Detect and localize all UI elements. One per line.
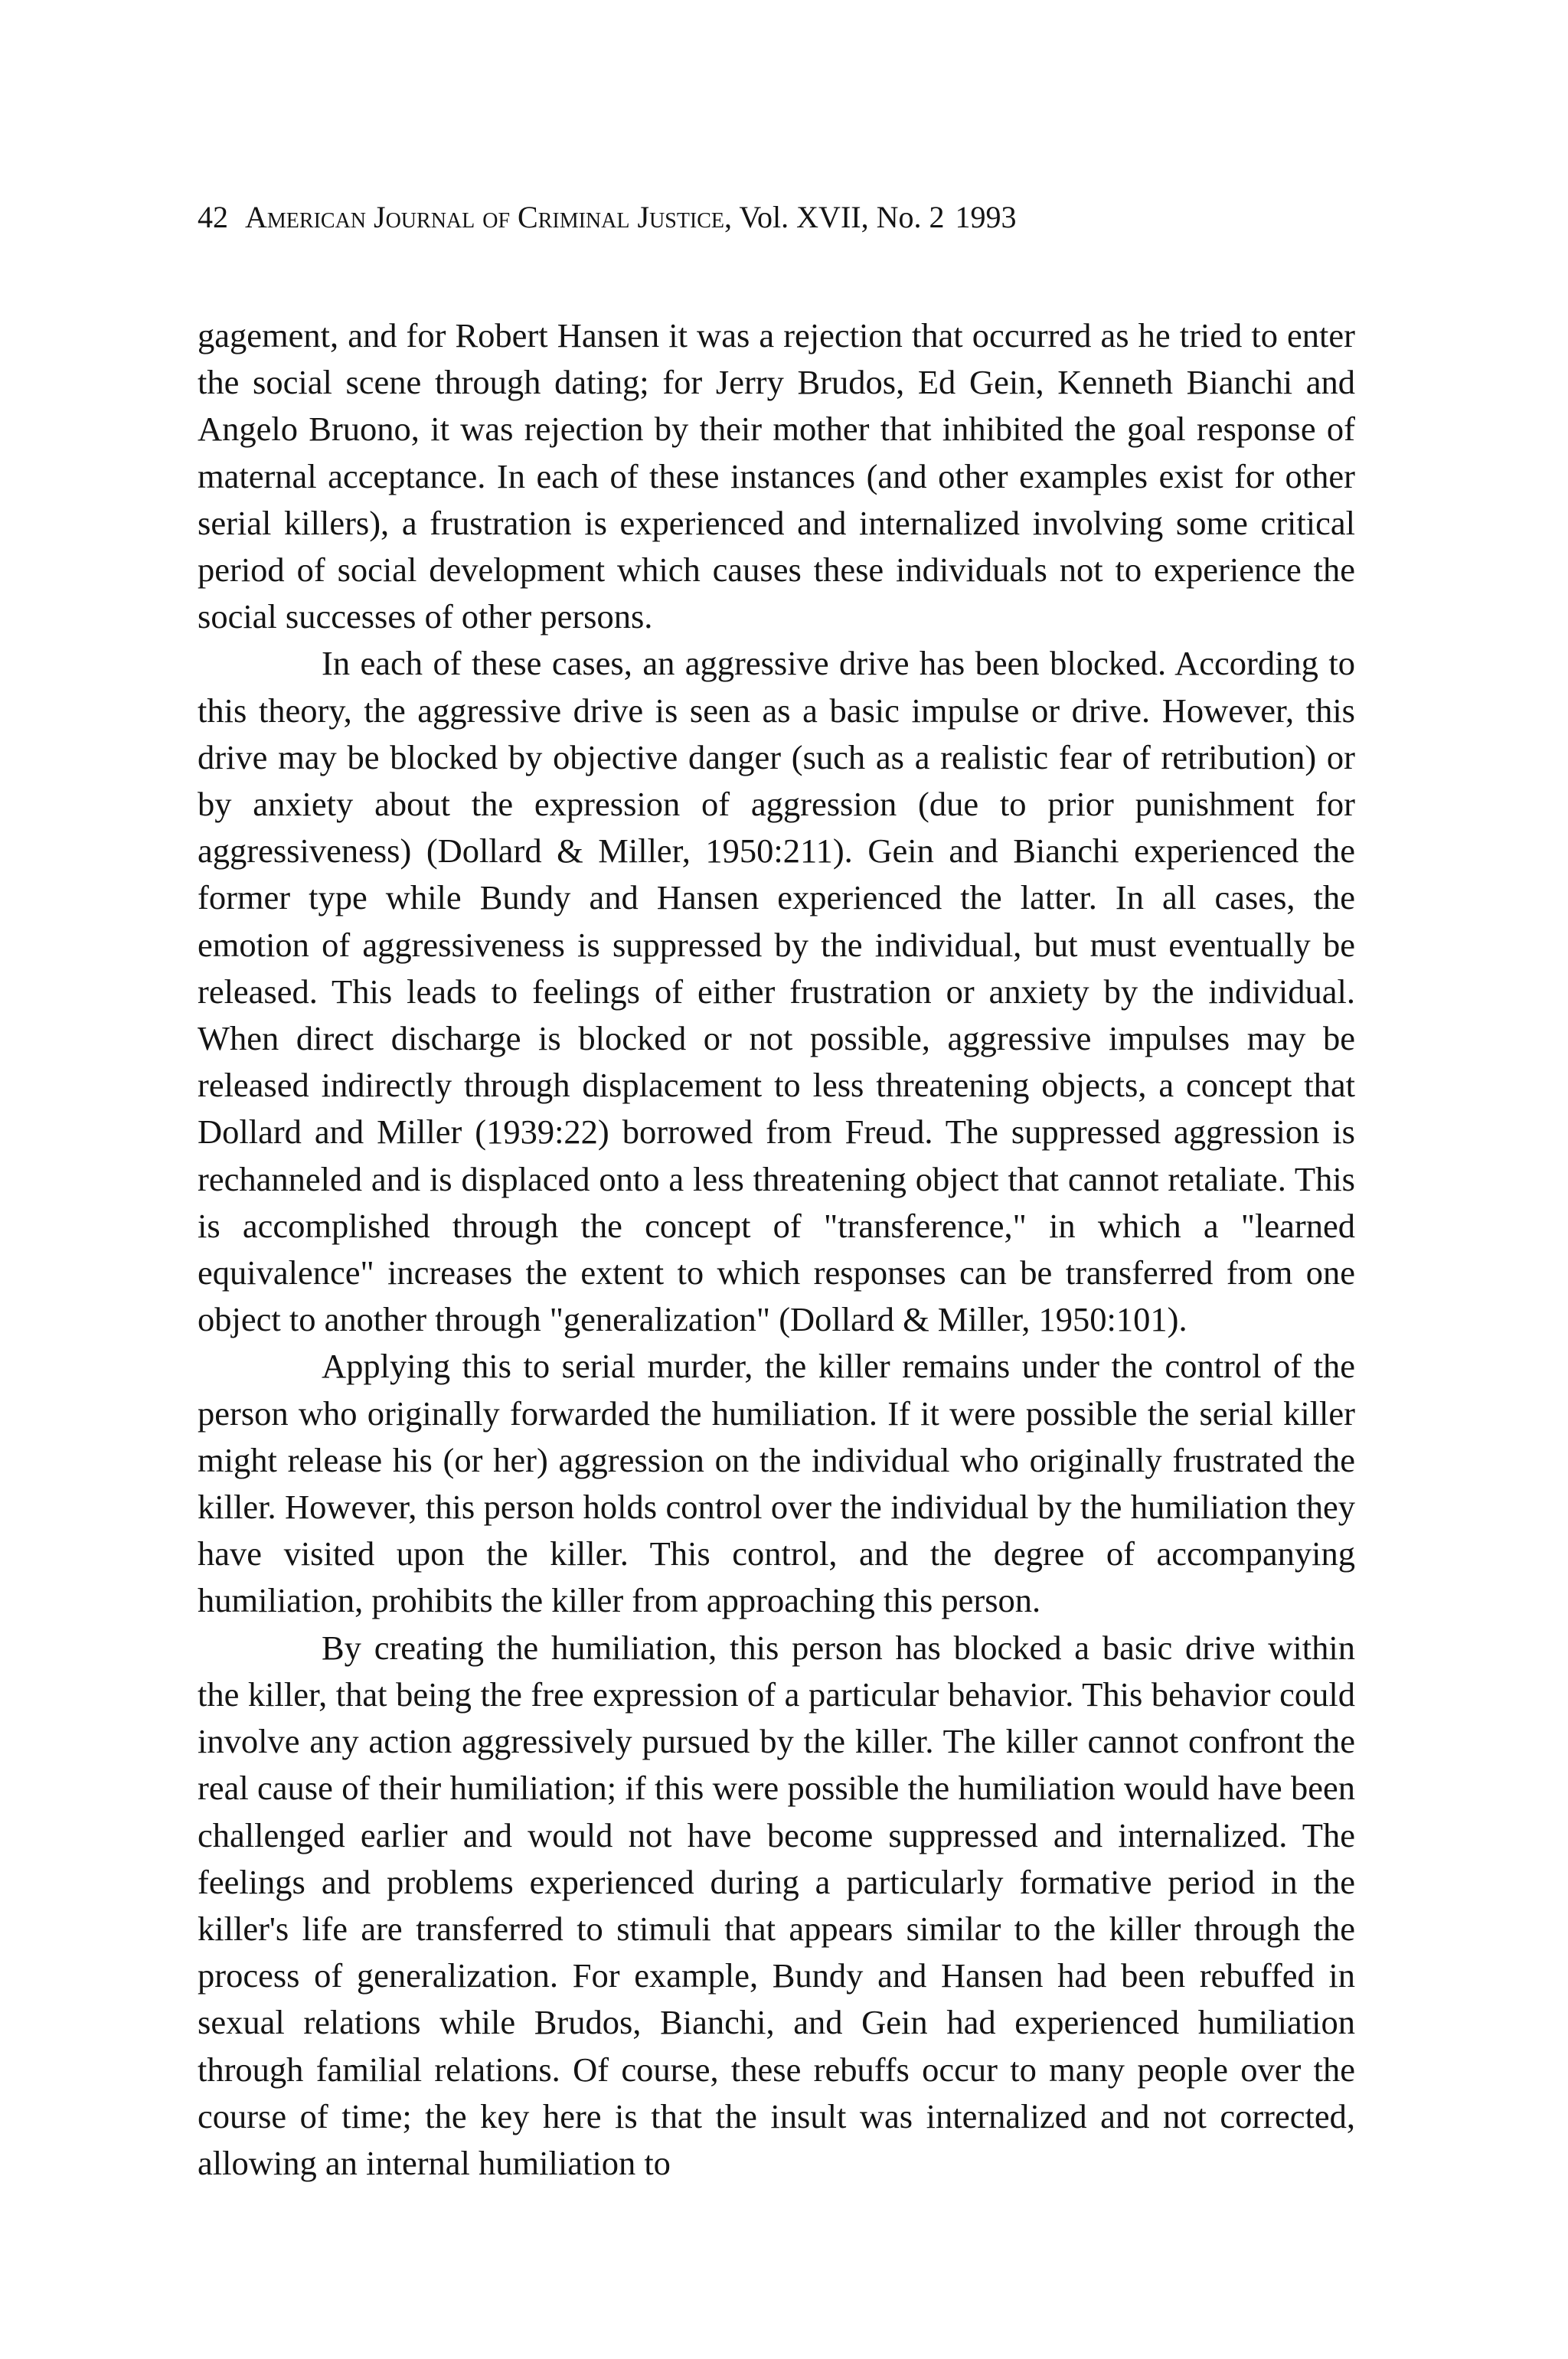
- journal-volume: Vol. XVII, No. 2: [739, 200, 945, 234]
- page-number: 42: [198, 200, 228, 234]
- paragraph: By creating the humiliation, this person has blocked a basic drive within the killer, that being the free expression of a particular behavior. This behavior could involve any action aggressively pursued by the killer. The killer cannot confront the real cause of their humiliation; if this were possible the humiliation would have been challenged earlier and would not have become suppressed and internalized. The feelings and problems experienced during a particularly formative period in the killer's life are transferred to stimuli that appears similar to the killer through the process of generalization. For example, Bundy and Hansen had been rebuffed in sexual relations while Brudos, Bianchi, and Gein had experienced humiliation through familial relations. Of course, these rebuffs occur to many people over the course of time; the key here is that the insult was internalized and not corrected, allowing an internal humiliation to: [198, 1628, 1355, 2182]
- paragraph: In each of these cases, an aggressive drive has been blocked. According to this theory, the aggressive drive is seen as a basic impulse or drive. However, this drive may be blocked by objective danger (such as a realistic fear of retribution) or by anxiety about the expression of aggression (due to prior punishment for aggressiveness) (Dollard & Miller, 1950:211). Gein and Bianchi experienced the former type while Bundy and Hansen experienced the latter. In all cases, the emotion of aggressiveness is suppressed by the individual, but must eventually be released. This leads to feelings of either frustration or anxiety by the individual. When direct discharge is blocked or not possible, aggressive impulses may be released indirectly through displacement to less threatening objects, a concept that Dollard and Miller (1939:22) borrowed from Freud. The suppressed aggression is rechanneled and is displaced onto a less threatening object that cannot retaliate. This is accomplished through the concept of "transference," in which a "learned equivalence" increases the extent to which responses can be transferred from one object to another through "generalization" (Dollard & Miller, 1950:101).: [198, 644, 1355, 1339]
- journal-year: 1993: [955, 200, 1017, 234]
- paragraph: Applying this to serial murder, the killer remains under the control of the person who originally forwarded the humiliation. If it were possible the serial killer might release his (or her) aggression on the individual who originally frustrated the killer. However, this person holds control over the individual by the humiliation they have visited upon the killer. This control, and the degree of accompanying humiliation, prohibits the killer from approaching this person.: [198, 1347, 1355, 1620]
- journal-title: American Journal of Criminal Justice,: [245, 200, 733, 234]
- running-head: [198, 198, 1346, 237]
- paragraph-continued: gagement, and for Robert Hansen it was a rejection that occurred as he tried to enter the social scene through dating; for Jerry Brudos, Ed Gein, Kenneth Bianchi and Angelo Bruono, it was rejection by their mother that inhibited the goal response of maternal acceptance. In each of these instances (and other examples exist for other serial killers), a frustration is experienced and internalized involving some critical period of social development which causes these individuals not to experience the social successes of other persons.: [198, 316, 1355, 636]
- body-text: [198, 312, 1355, 2187]
